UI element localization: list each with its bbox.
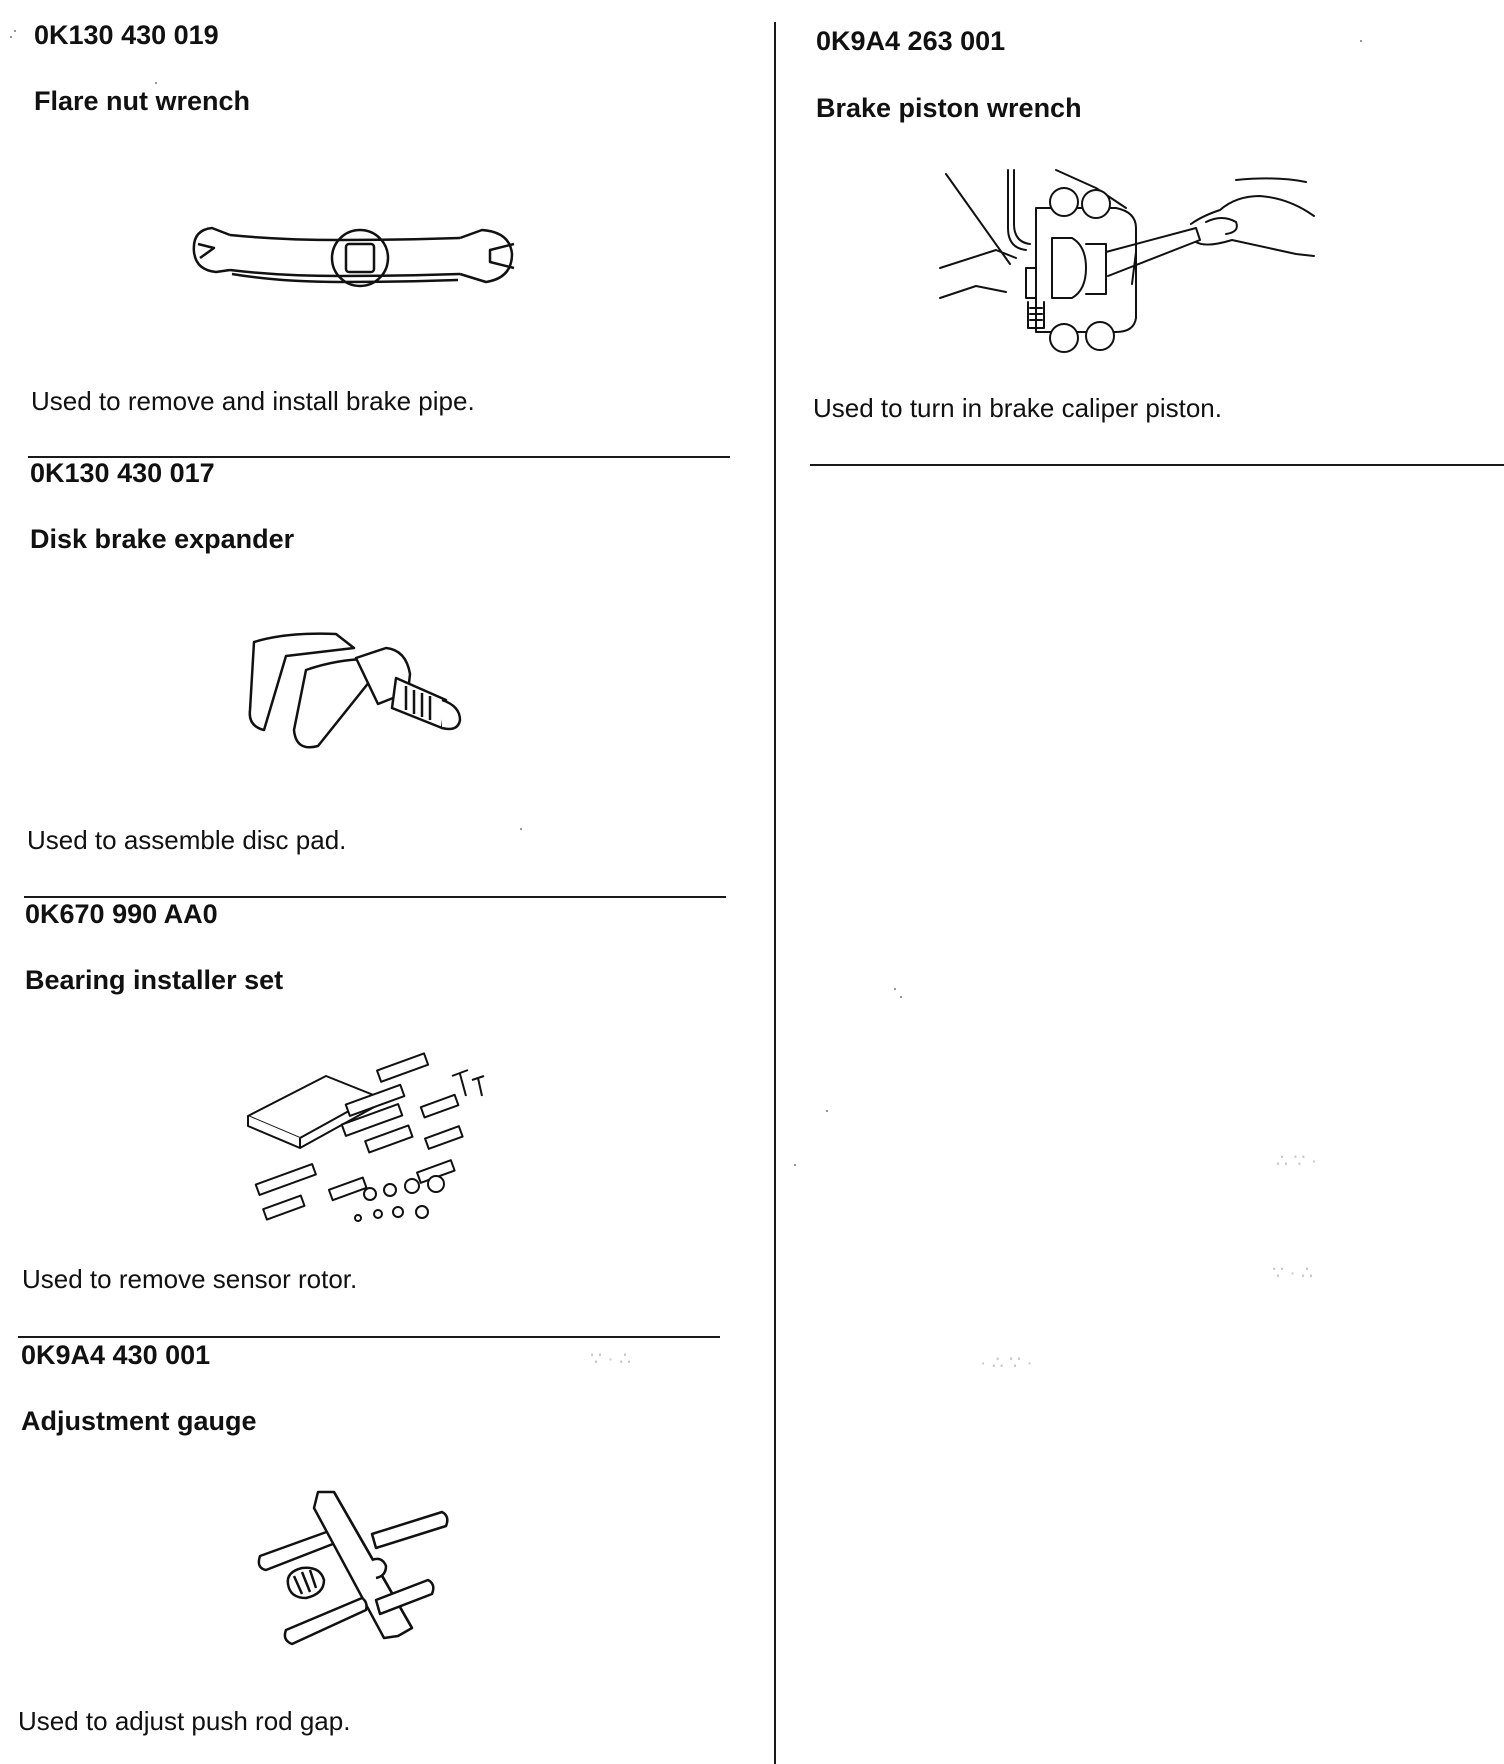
scan-speck [894,988,896,990]
scan-speck [10,36,12,38]
bearing-installer-set-illustration [246,1056,496,1226]
tool-description: Used to adjust push rod gap. [18,1706,351,1736]
tool-description: Used to assemble disc pad. [27,825,347,855]
bleed-through-smudge: ∵ · ∴ [1272,1263,1314,1284]
tool-name: Brake piston wrench [816,93,1082,123]
scan-speck [826,1110,828,1112]
disk-brake-expander-illustration [246,630,486,760]
bleed-through-smudge: ∵ · ∴ [590,1349,632,1370]
scan-speck [794,1164,796,1166]
scan-speck [900,996,902,998]
scan-speck [155,82,157,84]
column-divider [774,22,776,1764]
section-divider [810,464,1504,466]
bleed-through-smudge: ∴ ∵ · [1276,1151,1318,1172]
scan-speck [520,828,522,830]
section-divider [24,896,726,898]
tool-description: Used to turn in brake caliper piston. [813,393,1222,423]
brake-piston-wrench-illustration [936,168,1356,368]
part-number: 0K670 990 AA0 [25,899,218,929]
part-number: 0K130 430 019 [34,20,219,50]
tool-description: Used to remove sensor rotor. [22,1264,358,1294]
scan-speck [14,30,16,32]
scan-speck [1360,40,1362,42]
tool-name: Disk brake expander [30,524,295,554]
part-number: 0K9A4 263 001 [816,26,1006,56]
adjustment-gauge-illustration [252,1490,452,1660]
tool-description: Used to remove and install brake pipe. [31,386,475,416]
tool-name: Adjustment gauge [21,1406,257,1436]
flare-nut-wrench-illustration [190,210,530,310]
tool-name: Flare nut wrench [34,86,251,116]
part-number: 0K9A4 430 001 [21,1340,211,1370]
bleed-through-smudge: · ∴ ∵ · [980,1353,1033,1374]
part-number: 0K130 430 017 [30,458,215,488]
tool-name: Bearing installer set [25,965,284,995]
section-divider [18,1336,720,1338]
